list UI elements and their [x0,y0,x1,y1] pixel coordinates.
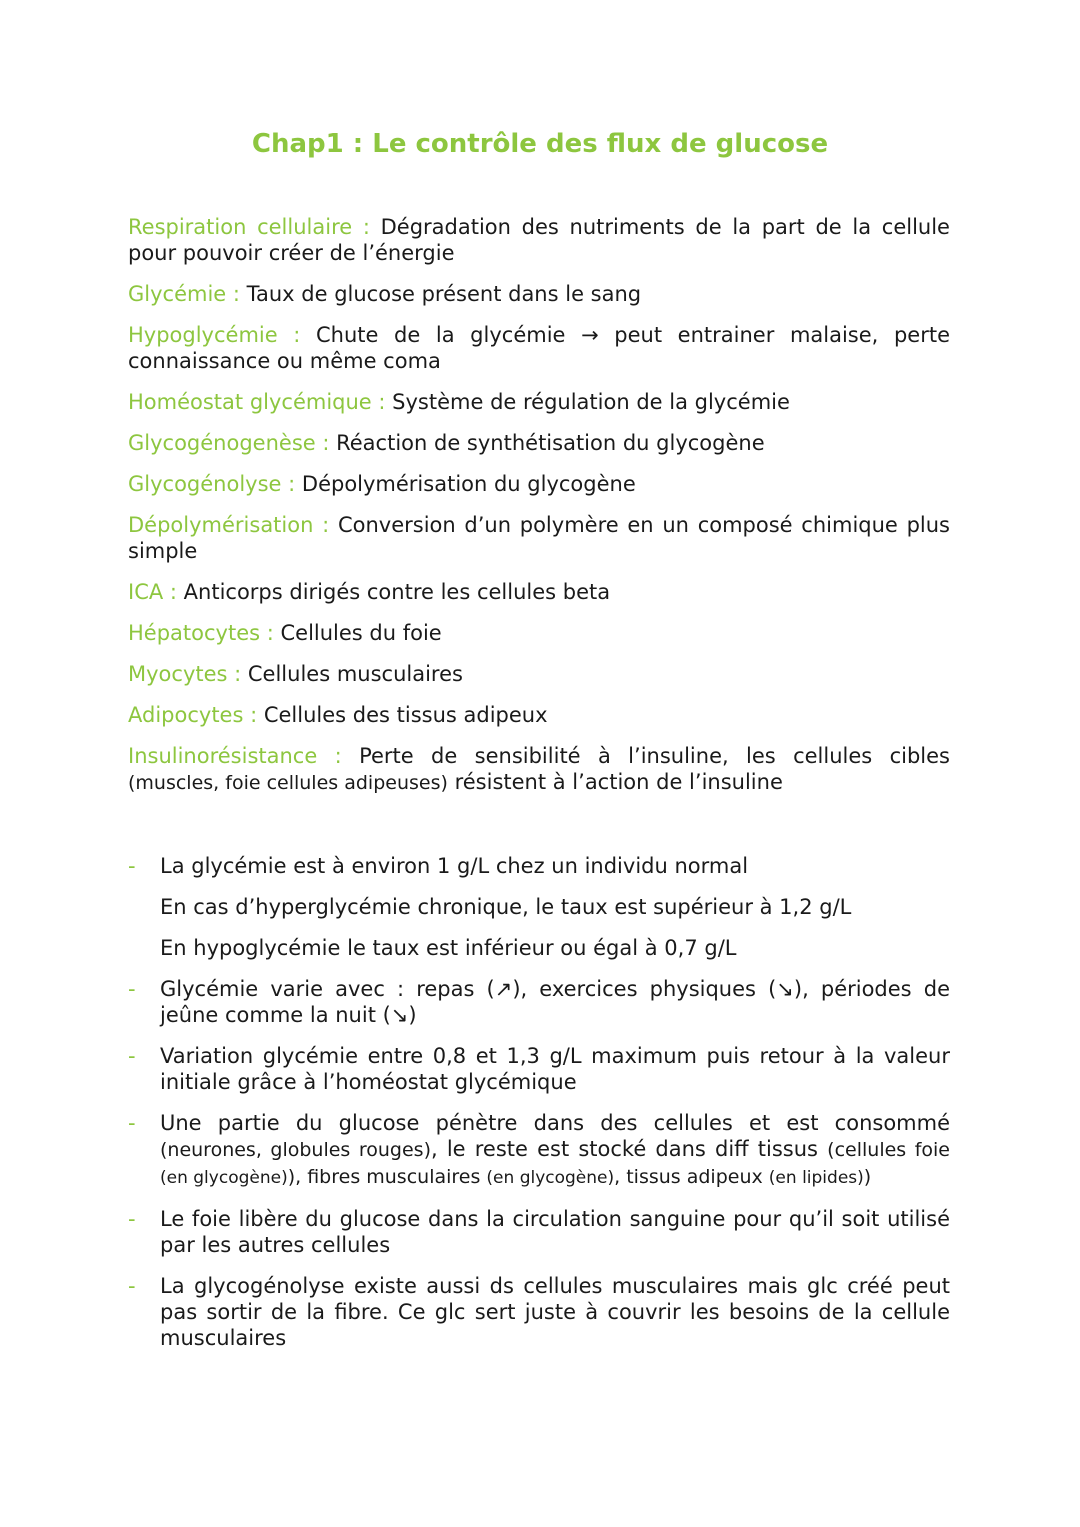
bullet-text [160,1110,950,1191]
bullet-dash: - [128,1207,136,1231]
definition-item [128,620,950,646]
definition-term: Hypoglycémie : [128,323,301,347]
bullet-item [128,853,950,879]
bullet-text-part: , tissus adipeux [614,1166,769,1188]
bullet-text-part: , le reste est stocké dans diff tissus [430,1137,828,1161]
bullet-text: Glycémie varie avec : repas (↗), exercices physiques (↘), périodes de jeûne comme la nuit (↘) [160,977,950,1027]
definition-term: Hépatocytes : [128,621,274,645]
bullet-text: En hypoglycémie le taux est inférieur ou égal à 0,7 g/L [160,936,737,960]
definition-item [128,743,950,796]
bullet-text: Variation glycémie entre 0,8 et 1,3 g/L maximum puis retour à la valeur initiale grâce à l’homéostat glycémique [160,1044,950,1094]
definition-item [128,389,950,415]
definition-item [128,214,950,266]
bullet-text-part: ), fibres musculaires [287,1166,487,1188]
definition-text: Cellules des tissus adipeux [257,703,548,727]
bullet-continuation [128,894,950,920]
definition-item [128,322,950,374]
definition-term: Adipocytes : [128,703,258,727]
definition-text-parenthetical: (muscles, foie cellules adipeuses) [128,772,448,794]
definition-term: Respiration cellulaire : [128,215,370,239]
definition-term: Glycémie : [128,282,240,306]
definition-text: Dépolymérisation du glycogène [295,472,636,496]
definition-text: Cellules musculaires [241,662,463,686]
definition-term: Insulinorésistance : [128,744,342,768]
bullet-dash: - [128,1111,136,1135]
bullet-item [128,1206,950,1258]
bullet-dash: - [128,977,136,1001]
bullet-dash: - [128,1044,136,1068]
definition-item [128,281,950,307]
bullet-dash: - [128,1274,136,1298]
definition-text: Taux de glucose présent dans le sang [239,282,642,306]
definition-item [128,661,950,687]
definition-item [128,702,950,728]
definition-item [128,512,950,564]
bullet-text-part: Une partie du glucose pénètre dans des cellules et est consommé [160,1111,950,1135]
definition-text: Chute de la glycémie → peut entrainer malaise, perte connaissance ou même coma [128,323,950,373]
chapter-title: Chap1 : Le contrôle des flux de glucose [251,129,829,159]
bullet-text: La glycémie est à environ 1 g/L chez un individu normal [160,854,749,878]
bullet-text: La glycogénolyse existe aussi ds cellules musculaires mais glc créé peut pas sortir de la fibre. Ce glc sert juste à couvrir les besoins de la cellule musculaires [160,1274,950,1350]
definition-text: Système de régulation de la glycémie [385,390,790,414]
bullet-list [128,853,950,1366]
bullet-continuation [128,935,950,961]
definition-term: Homéostat glycémique : [128,390,386,414]
definition-term: Dépolymérisation : [128,513,330,537]
bullet-text-part: ) [863,1166,872,1188]
definition-text: Anticorps dirigés contre les cellules beta [176,580,611,604]
bullet-text-part: (en glycogène) [160,1168,288,1188]
definitions-list [128,214,950,811]
definition-term: Myocytes : [128,662,242,686]
definition-item [128,579,950,605]
definition-text: Conversion d’un polymère en un composé chimique plus simple [128,513,950,563]
definition-item [128,471,950,497]
bullet-item [128,976,950,1028]
bullet-text-part: (en lipides) [768,1168,864,1188]
definition-term: ICA : [128,580,177,604]
definition-text: Cellules du foie [273,621,442,645]
bullet-item [128,1110,950,1191]
bullet-text-part: (cellules foie [827,1139,950,1161]
bullet-text-part: (en glycogène) [486,1168,615,1188]
bullet-dash: - [128,854,136,878]
definition-term: Glycogénogenèse : [128,431,330,455]
bullet-text: Le foie libère du glucose dans la circulation sanguine pour qu’il soit utilisé par les autres cellules [160,1207,950,1257]
definition-term: Glycogénolyse : [128,472,296,496]
definition-text: Dégradation des nutriments de la part de la cellule pour pouvoir créer de l’énergie [128,215,950,265]
definition-text: Perte de sensibilité à l’insuline, les cellules cibles [341,744,950,768]
bullet-item [128,1043,950,1095]
bullet-text-part: (neurones, globules rouges) [160,1139,431,1161]
bullet-item [128,1273,950,1351]
definition-item [128,430,950,456]
definition-text: Réaction de synthétisation du glycogène [329,431,765,455]
definition-text-end: résistent à l’action de l’insuline [447,770,783,794]
bullet-text: En cas d’hyperglycémie chronique, le taux est supérieur à 1,2 g/L [160,895,852,919]
